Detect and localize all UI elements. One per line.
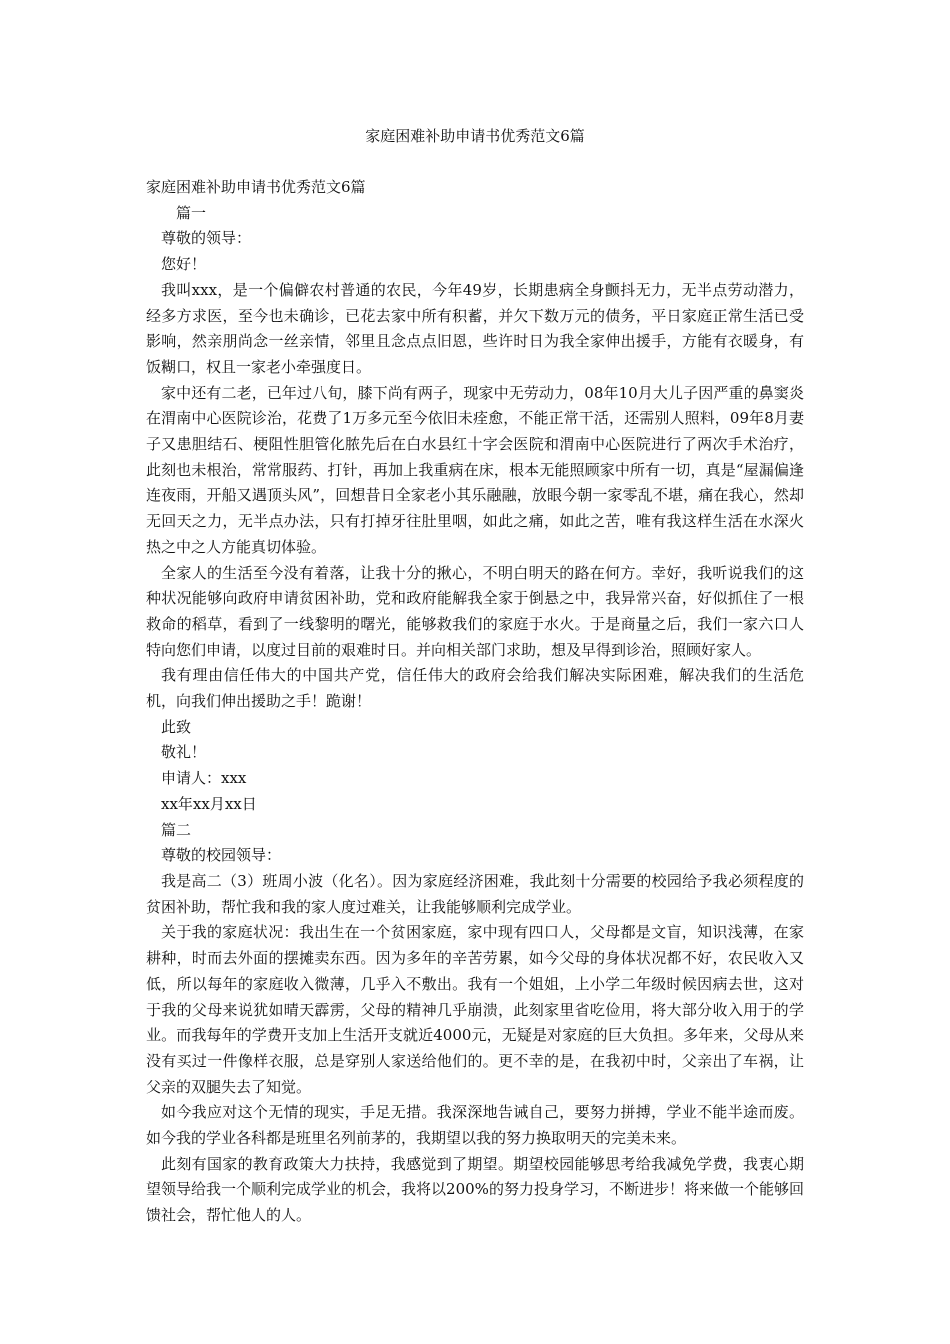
paragraph: 家中还有二老，已年过八旬，膝下尚有两子，现家中无劳动力，08年10月大儿子因严重的鼻窦炎在渭南中心医院诊治，花费了1万多元至今依旧未痊愈，不能正常干活，还需别人照料，09年8月妻子又患胆结石、梗阻性胆管化脓先后在白水县红十字会医院和渭南中心医院进行了两次手术治疗，此刻也未根治，常常服药、打针，再加上我重病在床，根本无能照顾家中所有一切，真是“屋漏偏逢连夜雨，开船又遇顶头风”，回想昔日全家老小其乐融融，放眼今朝一家零乱不堪，痛在我心，然却无回天之力，无半点办法，只有打掉牙往肚里咽，如此之痛，如此之苦，唯有我这样生活在水深火热之中之人方能真切体验。 — [146, 383, 804, 556]
document-body — [146, 175, 804, 1229]
paragraph: 我是高二（3）班周小波（化名）。因为家庭经济困难，我此刻十分需要的校园给予我必须程度的贫困补助，帮忙我和我的家人度过难关，让我能够顺利完成学业。 — [146, 871, 804, 916]
section-label-1: 篇一 — [176, 203, 207, 222]
date-line: xx年xx月xx日 — [161, 794, 257, 813]
section-label-2: 篇二 — [161, 820, 192, 839]
paragraph: 我有理由信任伟大的中国共产党，信任伟大的政府会给我们解决实际困难，解决我们的生活危机，向我们伸出援助之手！跪谢！ — [146, 666, 804, 711]
paragraph: 我叫xxx，是一个偏僻农村普通的农民，今年49岁，长期患病全身颤抖无力，无半点劳动潜力，经多方求医，至今也未确诊，已花去家中所有积蓄，并欠下数万元的债务，平日家庭正常生活已受影响，然亲朋尚念一丝亲情，邻里且念点点旧恩，些许时日为我全家伸出援手，方能有衣暖身，有饭糊口，权且一家老小牵强度日。 — [146, 280, 804, 376]
paragraph: 全家人的生活至今没有着落，让我十分的揪心，不明白明天的路在何方。幸好，我听说我们的这种状况能够向政府申请贫困补助，党和政府能解我全家于倒悬之中，我异常兴奋，好似抓住了一根救命的稻草，看到了一线黎明的曙光，能够救我们的家庭于水火。于是商量之后，我们一家六口人特向您们申请，以度过目前的艰难时日。并向相关部门求助，想及早得到诊治，照顾好家人。 — [146, 563, 804, 659]
page-title: 家庭困难补助申请书优秀范文6篇 — [365, 127, 585, 145]
salutation-2: 尊敬的校园领导： — [161, 846, 282, 865]
paragraph: 如今我应对这个无情的现实，手足无措。我深深地告诫自己，要努力拼搏，学业不能半途而废。如今我的学业各科都是班里名列前茅的，我期望以我的努力换取明天的完美未来。 — [146, 1103, 804, 1148]
document-subtitle: 家庭困难补助申请书优秀范文6篇 — [146, 178, 366, 196]
salutation-1: 尊敬的领导： — [161, 229, 252, 248]
paragraph: 关于我的家庭状况：我出生在一个贫困家庭，家中现有四口人，父母都是文盲，知识浅薄，在家耕种，时而去外面的摆摊卖东西。因为多年的辛苦劳累，如今父母的身体状况都不好，农民收入又低，所以每年的家庭收入微薄，几乎入不敷出。我有一个姐姐，上小学二年级时候因病去世，这对于我的父母来说犹如晴天霹雳，父母的精神几乎崩溃，此刻家里省吃俭用，将大部分收入用于的学业。而我每年的学费开支加上生活开支就近4000元，无疑是对家庭的巨大负担。多年来，父母从来没有买过一件像样衣服，总是穿别人家送给他们的。更不幸的是，在我初中时，父亲出了车祸，让父亲的双腿失去了知觉。 — [146, 923, 804, 1096]
closing-line-1: 此致 — [161, 717, 192, 736]
applicant-line: 申请人：xxx — [161, 769, 247, 788]
greeting: 您好！ — [161, 255, 207, 274]
closing-line-2: 敬礼！ — [161, 743, 207, 762]
paragraph: 此刻有国家的教育政策大力扶持，我感觉到了期望。期望校园能够思考给我减免学费，我衷心期望领导给我一个顺利完成学业的机会，我将以200%的努力投身学习，不断进步！将来做一个能够回馈社会，帮忙他人的人。 — [146, 1154, 804, 1225]
